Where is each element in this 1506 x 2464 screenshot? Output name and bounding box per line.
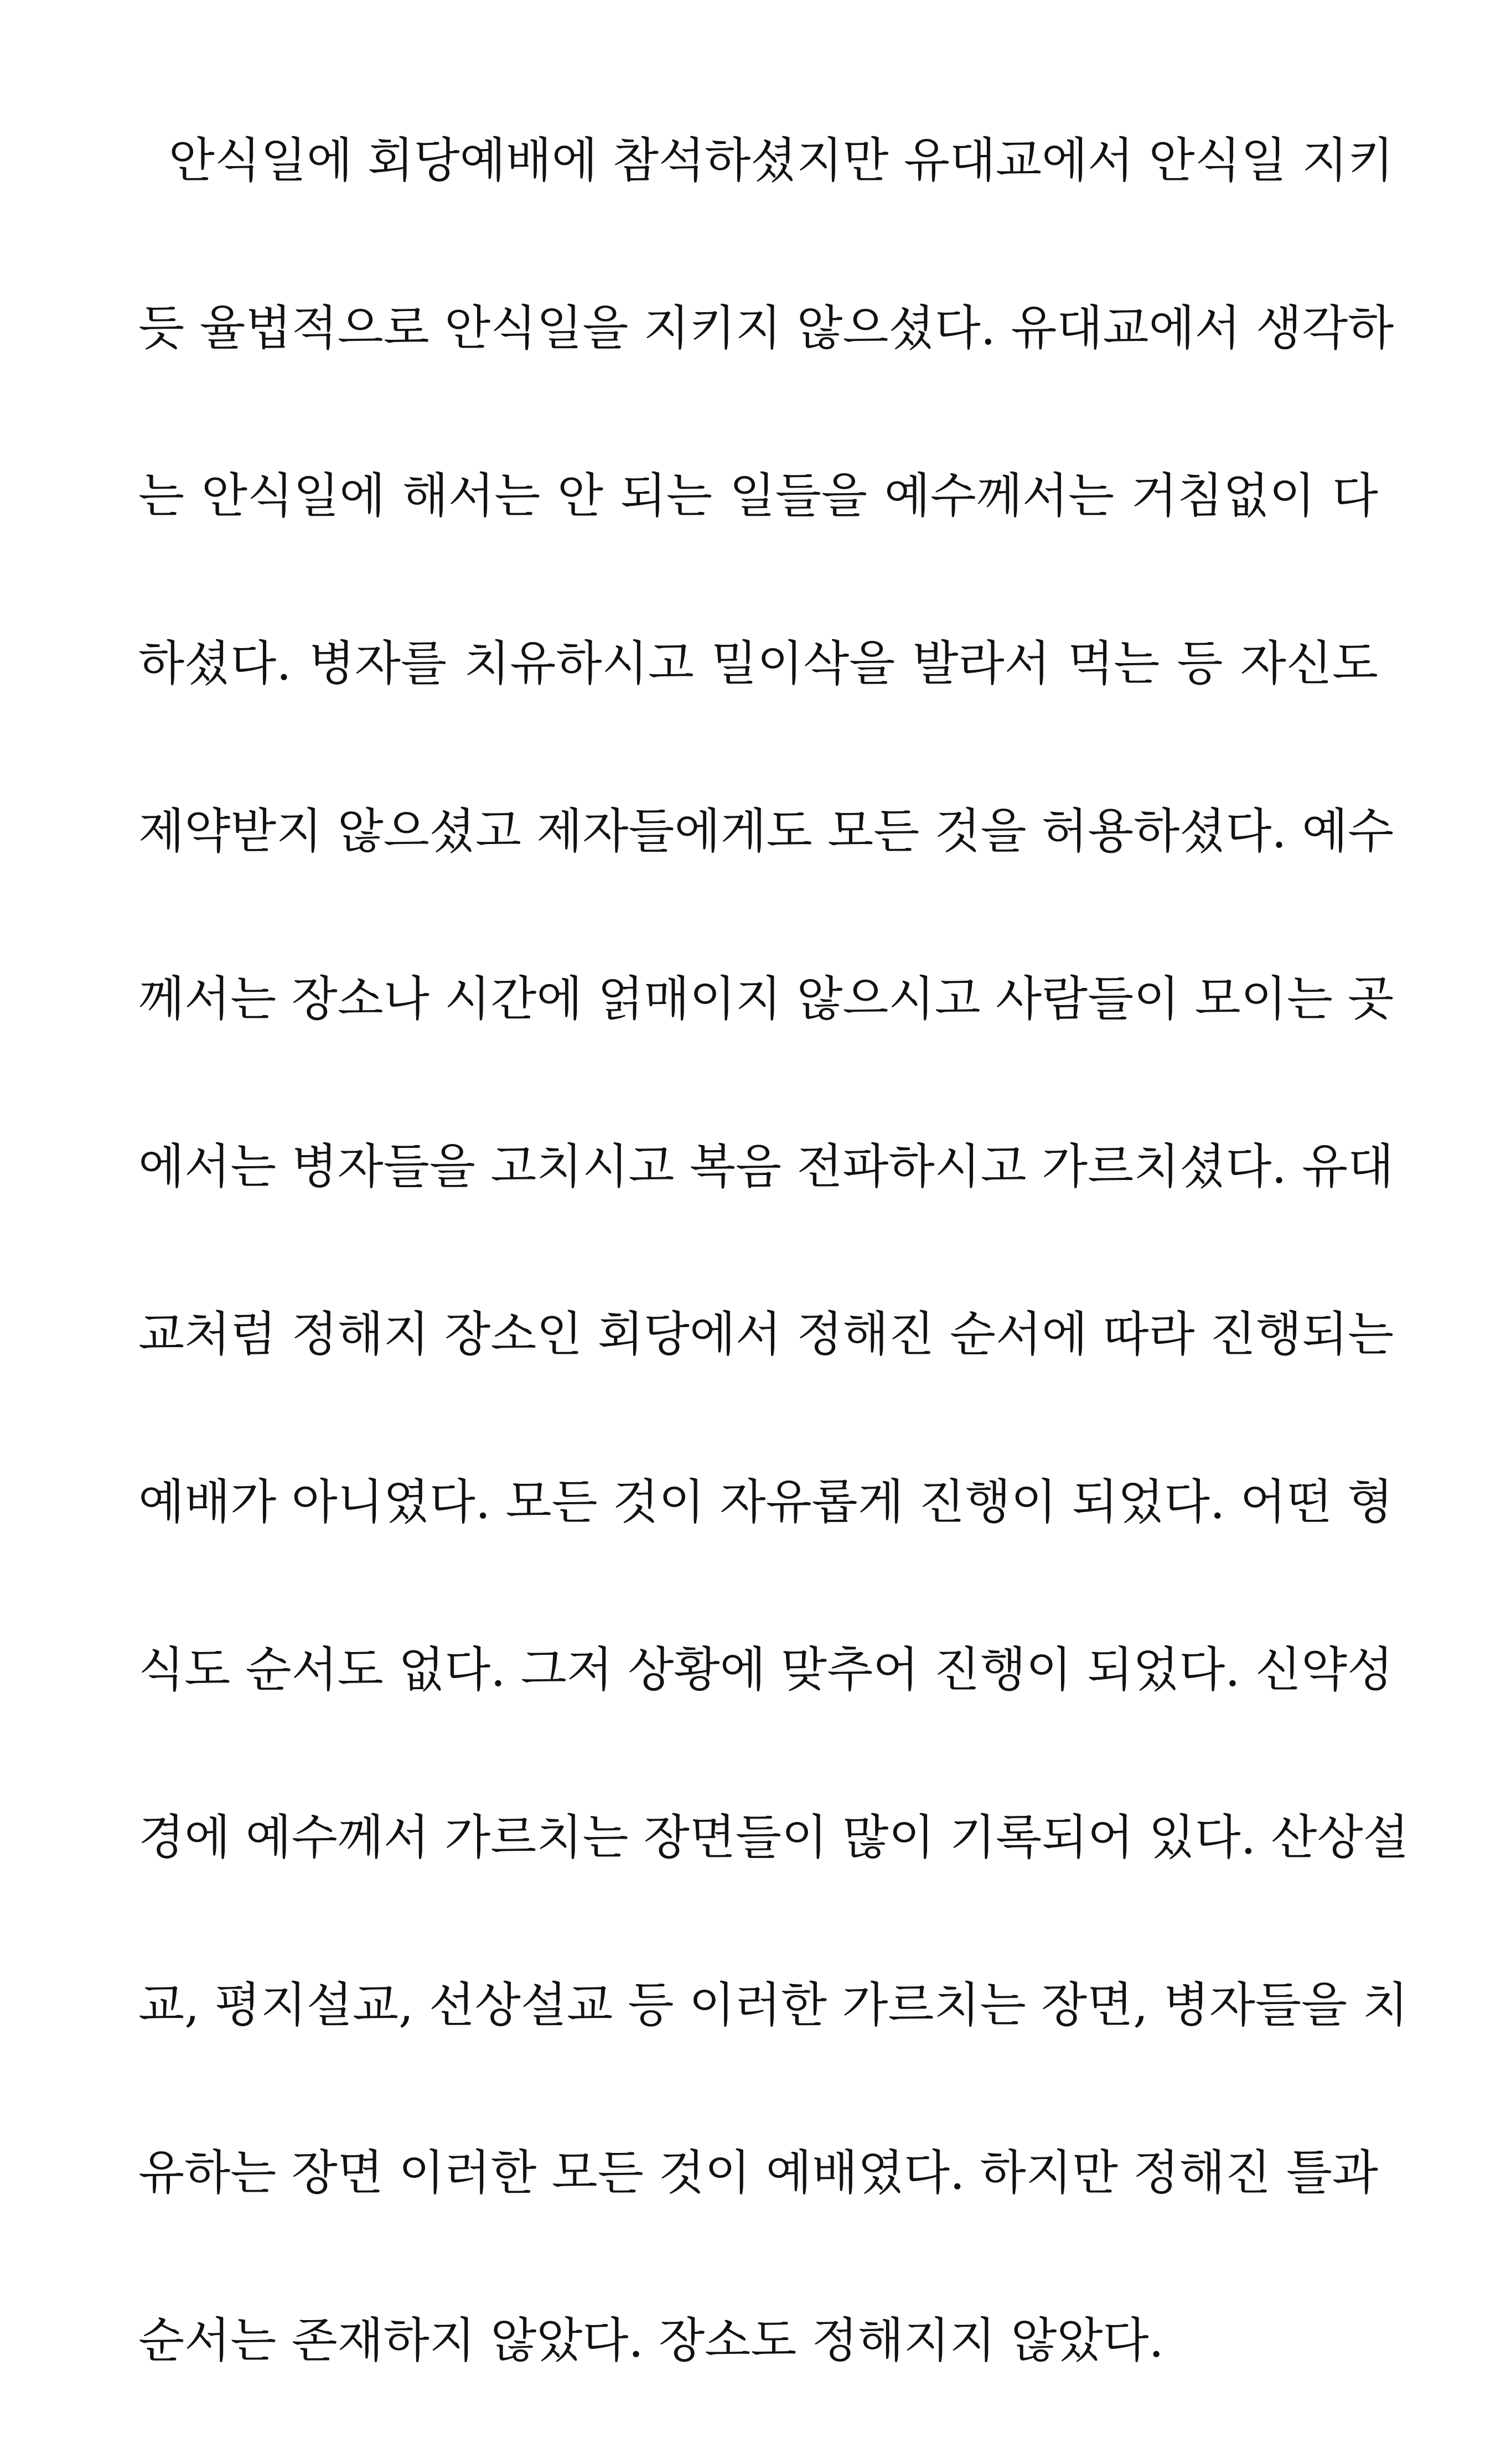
text-line: 제약받지 않으셨고 제자들에게도 모든 것을 허용하셨다. 예수 — [138, 804, 1394, 859]
text-line: 순서는 존재하지 않았다. 장소도 정해지지 않았다. — [138, 2313, 1164, 2368]
text-line: 교, 평지설교, 선상설교 등 이러한 가르치는 장면, 병자들을 치 — [138, 1978, 1409, 2033]
body-paragraph — [138, 116, 1409, 2464]
text-line: 께서는 장소나 시간에 얽매이지 않으시고 사람들이 모이는 곳 — [138, 971, 1394, 1027]
text-line: 예배가 아니였다. 모든 것이 자유롭게 진행이 되었다. 어떤 형 — [138, 1474, 1394, 1530]
text-line: 식도 순서도 없다. 그저 상황에 맞추어 진행이 되었다. 신약성 — [138, 1642, 1394, 1697]
text-line: 듯 율법적으로 안식일을 지키지 않으셨다. 유대교에서 생각하 — [138, 301, 1394, 356]
text-line: 안식일에 회당예배에 참석하셨지만 유대교에서 안식일 지키 — [138, 133, 1394, 188]
text-line: 하셨다. 병자를 치유하시고 밀이삭을 발라서 먹는 등 자신도 — [138, 636, 1378, 691]
text-line: 교처럼 정해지 장소인 회당에서 정해진 순서에 따라 진행되는 — [138, 1307, 1394, 1362]
text-line: 유하는 장면 이러한 모든 것이 예배였다. 하지만 정해진 틀과 — [138, 2145, 1378, 2201]
text-line: 에서는 병자들을 고치시고 복음 전파하시고 가르치셨다. 유대 — [138, 1139, 1394, 1194]
text-line: 경에 예수께서 가르치는 장면들이 많이 기록되어 있다. 산상설 — [138, 1810, 1409, 1865]
text-line: 는 안식일에 해서는 안 되는 일들을 예수께서는 거침없이 다 — [138, 468, 1378, 524]
